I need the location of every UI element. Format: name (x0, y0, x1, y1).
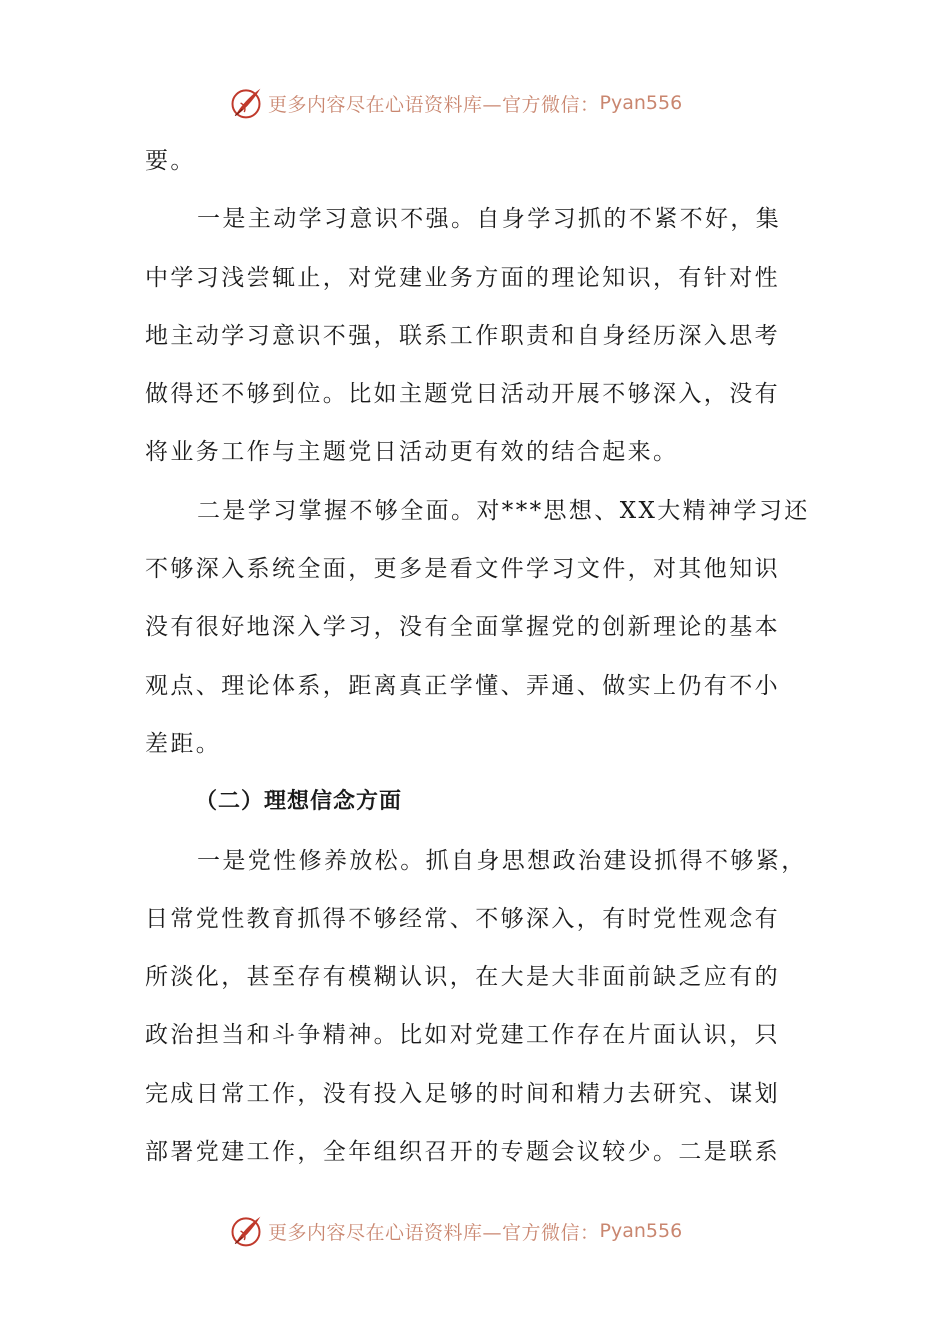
section-heading: （二）理想信念方面 (195, 789, 403, 815)
text-line: 做得还不够到位。比如主题党日活动开展不够深入，没有 (145, 381, 780, 408)
text-line: 差距。 (145, 730, 222, 757)
text-line: 不够深入系统全面，更多是看文件学习文件，对其他知识 (145, 556, 780, 583)
watermark-text: 更多内容尽在心语资料库—官方微信： (268, 93, 600, 116)
watermark-wechat-id: Pyan556 (599, 92, 683, 114)
text-line: 地主动学习意识不强，联系工作职责和自身经历深入思考 (145, 322, 780, 349)
text-line: 政治担当和斗争精神。比如对党建工作存在片面认识，只 (145, 1022, 780, 1049)
text-line: 中学习浅尝辄止，对党建业务方面的理论知识，有针对性 (145, 264, 780, 291)
quill-pen-logo-icon (228, 85, 264, 121)
text-line: 日常党性教育抓得不够经常、不够深入，有时党性观念有 (145, 905, 780, 932)
watermark-header (228, 83, 682, 123)
text-line: 所淡化，甚至存有模糊认识，在大是大非面前缺乏应有的 (145, 964, 780, 991)
text-line: 要。 (145, 148, 196, 174)
paragraph-start: 一是主动学习意识不强。自身学习抓的不紧不好，集 (197, 206, 782, 233)
text-line: 没有很好地深入学习，没有全面掌握党的创新理论的基本 (145, 614, 780, 641)
text-line: 完成日常工作，没有投入足够的时间和精力去研究、谋划 (145, 1080, 780, 1107)
watermark-text: 更多内容尽在心语资料库—官方微信： (268, 1221, 600, 1244)
quill-pen-logo-icon (228, 1213, 264, 1249)
watermark-footer (228, 1211, 682, 1251)
paragraph-start: 一是党性修养放松。抓自身思想政治建设抓得不够紧， (197, 847, 807, 874)
watermark-wechat-id: Pyan556 (599, 1220, 683, 1242)
text-line: 将业务工作与主题党日活动更有效的结合起来。 (145, 439, 679, 466)
text-line: 部署党建工作，全年组织召开的专题会议较少。二是联系 (145, 1139, 780, 1166)
text-line: 观点、理论体系，距离真正学懂、弄通、做实上仍有不小 (145, 672, 780, 699)
document-body (145, 132, 810, 1181)
paragraph-start: 二是学习掌握不够全面。对***思想、XX大精神学习还 (197, 497, 810, 524)
